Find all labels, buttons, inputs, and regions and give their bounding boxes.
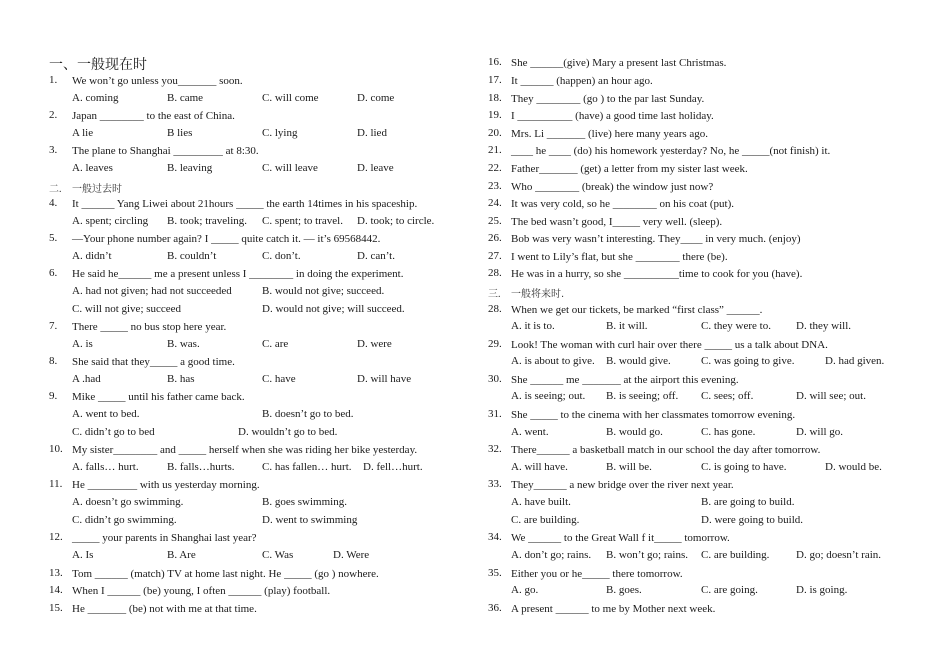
section-title-future: 一般将来时. [511, 289, 565, 300]
option-a: A. don’t go; rains. [511, 549, 592, 561]
option-d: D. will see; out. [796, 390, 866, 402]
question-number: 27. [488, 250, 502, 262]
question-text: She ______(give) Mary a present last Christmas. [511, 57, 727, 69]
option-a: A. falls… hurt. [72, 461, 139, 473]
question-text: Mrs. Li _______ (live) here many years ago. [511, 128, 709, 140]
option-c: C. will not give; succeed [72, 303, 182, 315]
option-b: B. leaving [167, 162, 213, 174]
option-c: C. has gone. [701, 426, 756, 438]
option-a: A lie [72, 127, 94, 139]
option-a: A. leaves [72, 162, 113, 174]
option-d: D. would be. [825, 461, 882, 473]
option-a: A. go. [511, 584, 539, 596]
option-a: A. doesn’t go swimming. [72, 496, 184, 508]
question-text: When I ______ (be) young, I often ______ (play) football. [72, 585, 331, 597]
option-c: C. are [262, 338, 289, 350]
question-number: 35. [488, 567, 502, 579]
section-title-past: 一般过去时 [72, 184, 122, 195]
option-b: B. is seeing; off. [606, 390, 679, 402]
question-text: She ______ me _______ at the airport this evening. [511, 374, 739, 386]
option-d: D. took; to circle. [357, 215, 435, 227]
option-c: C. was going to give. [701, 355, 795, 367]
question-number: 23. [488, 180, 502, 192]
question-text: We ______ to the Great Wall f it_____ tomorrow. [511, 532, 730, 544]
option-d: D. were [357, 338, 392, 350]
option-a: A. is [72, 338, 93, 350]
option-d: D. had given. [825, 355, 885, 367]
option-c: C. are going. [701, 584, 758, 596]
question-text: Father_______ (get) a letter from my sister last week. [511, 163, 748, 175]
option-c: C. will leave [262, 162, 318, 174]
question-text: She said that they_____ a good time. [72, 356, 235, 368]
option-c: C. have [262, 373, 296, 385]
question-number: 36. [488, 602, 502, 614]
option-d: D. would not give; will succeed. [262, 303, 405, 315]
option-c: C. sees; off. [701, 390, 754, 402]
question-text: She _____ to the cinema with her classmates tomorrow evening. [511, 409, 796, 421]
question-text: He was in a hurry, so she __________time to cook for you (have). [511, 268, 803, 280]
option-d: D. leave [357, 162, 394, 174]
question-text: Either you or he_____ there tomorrow. [511, 568, 683, 580]
option-c: C. don’t. [262, 250, 301, 262]
option-d: D. come [357, 92, 395, 104]
option-a: A. went to bed. [72, 408, 140, 420]
question-number: 18. [488, 92, 502, 104]
option-b: B. couldn’t [167, 250, 217, 262]
question-number: 14. [49, 584, 63, 596]
question-text: A present ______ to me by Mother next week. [511, 603, 716, 615]
option-b: B. doesn’t go to bed. [262, 408, 354, 420]
section-number: 三. [488, 289, 501, 300]
section-number: 二. [49, 184, 62, 195]
question-number: 26. [488, 232, 502, 244]
question-number: 20. [488, 127, 502, 139]
option-a: A. went. [511, 426, 549, 438]
option-c: C. spent; to travel. [262, 215, 343, 227]
option-b: B. came [167, 92, 204, 104]
option-b: B. Are [167, 549, 196, 561]
question-text: It ______ (happen) an hour ago. [511, 75, 653, 87]
question-number: 25. [488, 215, 502, 227]
question-text: He _______ (be) not with me at that time. [72, 603, 257, 615]
option-b: B. would give. [606, 355, 671, 367]
option-c: C. is going to have. [701, 461, 787, 473]
question-number: 28. [488, 267, 502, 279]
question-number: 30. [488, 373, 502, 385]
question-number: 13. [49, 567, 63, 579]
option-c: C. has fallen… hurt. [262, 461, 352, 473]
option-a: A. didn’t [72, 250, 112, 262]
option-d: D. wouldn’t go to bed. [238, 426, 338, 438]
question-text: When we get our tickets, be marked “first class” ______. [511, 304, 763, 316]
option-d: D. will go. [796, 426, 844, 438]
option-b: B. won’t go; rains. [606, 549, 688, 561]
option-c: C. are building. [701, 549, 770, 561]
question-text: There _____ no bus stop here year. [72, 321, 227, 333]
question-text: ____ he ____ (do) his homework yesterday? No, he _____(not finish) it. [511, 145, 831, 157]
question-text: He _________ with us yesterday morning. [72, 479, 260, 491]
question-number: 10. [49, 443, 63, 455]
question-number: 3. [49, 144, 58, 156]
question-number: 15. [49, 602, 63, 614]
option-a: A. will have. [511, 461, 568, 473]
option-c: C. Was [262, 549, 294, 561]
question-number: 24. [488, 197, 502, 209]
option-c: C. are building. [511, 514, 580, 526]
question-number: 1. [49, 74, 58, 86]
option-a: A. have built. [511, 496, 571, 508]
option-b: B. falls…hurts. [167, 461, 235, 473]
option-a: A. Is [72, 549, 94, 561]
question-text: I __________ (have) a good time last holiday. [511, 110, 714, 122]
question-number: 9. [49, 390, 58, 402]
question-text: They______ a new bridge over the river next year. [511, 479, 734, 491]
question-number: 16. [488, 56, 502, 68]
option-d: D. go; doesn’t rain. [796, 549, 882, 561]
section-title-present: 一、一般现在时 [49, 57, 147, 73]
option-a: A. spent; circling [72, 215, 149, 227]
option-c: C. they were to. [701, 320, 771, 332]
option-d: D. is going. [796, 584, 848, 596]
option-d: D. will have [357, 373, 412, 385]
question-number: 5. [49, 232, 58, 244]
question-text: Japan ________ to the east of China. [72, 110, 235, 122]
option-b: B. would go. [606, 426, 663, 438]
option-c: C. didn’t go to bed [72, 426, 155, 438]
option-a: A .had [72, 373, 101, 385]
option-a: A. coming [72, 92, 119, 104]
question-text: Tom ______ (match) TV at home last night. He _____ (go ) nowhere. [72, 568, 379, 580]
option-a: A. it is to. [511, 320, 555, 332]
question-number: 31. [488, 408, 502, 420]
question-text: _____ your parents in Shanghai last year? [72, 532, 257, 544]
option-b: B. will be. [606, 461, 652, 473]
question-number: 32. [488, 443, 502, 455]
question-number: 29. [488, 338, 502, 350]
question-text: Who ________ (break) the window just now? [511, 181, 714, 193]
question-number: 4. [49, 197, 58, 209]
option-c: C. lying [262, 127, 298, 139]
question-text: The bed wasn’t good, I_____ very well. (sleep). [511, 216, 723, 228]
question-text: The plane to Shanghai _________ at 8:30. [72, 145, 259, 157]
question-number: 28. [488, 303, 502, 315]
question-number: 7. [49, 320, 58, 332]
option-d: D. can’t. [357, 250, 395, 262]
question-number: 19. [488, 109, 502, 121]
option-c: C. will come [262, 92, 319, 104]
question-number: 17. [488, 74, 502, 86]
option-d: D. were going to build. [701, 514, 804, 526]
option-d: D. they will. [796, 320, 851, 332]
option-b: B. goes. [606, 584, 642, 596]
option-a: A. is about to give. [511, 355, 595, 367]
option-d: D. went to swimming [262, 514, 358, 526]
question-number: 21. [488, 144, 502, 156]
question-text: Look! The woman with curl hair over there _____ us a talk about DNA. [511, 339, 828, 351]
question-text: He said he______ me a present unless I ________ in doing the experiment. [72, 268, 404, 280]
option-a: A. had not given; had not succeeded [72, 285, 232, 297]
question-text: I went to Lily’s flat, but she ________ there (be). [511, 251, 728, 263]
question-number: 12. [49, 531, 63, 543]
question-text: Bob was very wasn’t interesting. They____ in very much. (enjoy) [511, 233, 801, 245]
question-text: It was very cold, so he ________ on his coat (put). [511, 198, 735, 210]
question-text: There______ a basketball match in our school the day after tomorrow. [511, 444, 821, 456]
question-text: My sister________ and _____ herself when she was riding her bike yesterday. [72, 444, 418, 456]
question-text: Mike _____ until his father came back. [72, 391, 245, 403]
question-number: 8. [49, 355, 58, 367]
question-number: 11. [49, 478, 63, 490]
question-text: They ________ (go ) to the par last Sunday. [511, 93, 705, 105]
option-d: D. fell…hurt. [363, 461, 423, 473]
option-d: D. Were [333, 549, 370, 561]
option-b: B. was. [167, 338, 200, 350]
question-number: 2. [49, 109, 58, 121]
option-b: B. has [167, 373, 195, 385]
option-b: B. would not give; succeed. [262, 285, 385, 297]
option-d: D. lied [357, 127, 387, 139]
option-a: A. is seeing; out. [511, 390, 586, 402]
option-b: B lies [167, 127, 193, 139]
question-text: It ______ Yang Liwei about 21hours _____ the earth 14times in his spaceship. [72, 198, 418, 210]
option-b: B. took; traveling. [167, 215, 248, 227]
question-number: 22. [488, 162, 502, 174]
question-text: —Your phone number again? I _____ quite catch it. — it’s 69568442. [72, 233, 381, 245]
option-b: B. goes swimming. [262, 496, 347, 508]
question-text: We won’t go unless you_______ soon. [72, 75, 243, 87]
question-number: 6. [49, 267, 58, 279]
question-number: 34. [488, 531, 502, 543]
question-number: 33. [488, 478, 502, 490]
option-b: B. it will. [606, 320, 648, 332]
option-b: B. are going to build. [701, 496, 795, 508]
option-c: C. didn’t go swimming. [72, 514, 177, 526]
